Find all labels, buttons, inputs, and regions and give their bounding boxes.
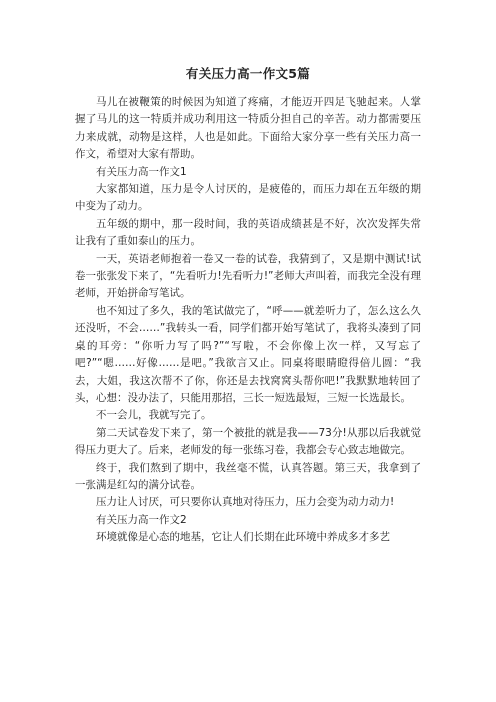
document-title: 有关压力高一作文5篇 — [185, 66, 311, 81]
paragraph-intro: 马儿在被鞭策的时候因为知道了疼痛，才能迈开四足飞驰起来。人掌握了马儿的这一特质并成功利用这一特质分担自己的辛苦。动力都需要压力来成就，动物是这样，人也是如此。下面给大家分享一些有关压力高一作文，希望对大家有帮助。 — [75, 96, 421, 161]
paragraph: 大家都知道，压力是令人讨厌的，是疲倦的，而压力却在五年级的期中变为了动力。 — [75, 183, 421, 213]
essay-2-heading: 有关压力高一作文2 — [96, 513, 187, 526]
paragraph: 环境就像是心态的地基，它让人们长期在此环境中养成多才多艺 — [96, 531, 390, 544]
paragraph: 压力让人讨厌，可只要你认真地对待压力，压力会变为动力动力! — [96, 496, 395, 509]
document-body — [75, 94, 421, 547]
paragraph: 不一会儿，我就写完了。 — [96, 409, 212, 422]
paragraph: 第二天试卷发下来了，第一个被批的就是我——73分!从那以后我就觉得压力更大了。后来，老师发的每一张练习卷，我都会专心致志地做完。 — [75, 426, 421, 457]
essay-1-heading: 有关压力高一作文1 — [96, 165, 187, 178]
paragraph: 也不知过了多久，我的笔试做完了，“呼——就差听力了，怎么这么久还没听，不会……”我转头一看，同学们都开始写笔试了，我将头凑到了同桌的耳旁：“你听力写了吗?”“写啦，不会你像上次一样，又写忘了吧?”“嗯……好像……是吧。”我欲言又止。同桌将眼睛瞪得倍儿圆：“我去，大姐，我这次帮不了你，你还是去找窝窝头帮你吧!”我默默地转回了头，心想：没办法了，只能用那招，三长一短选最短，三短一长选最长。 — [75, 304, 421, 404]
paragraph: 五年级的期中，那一段时间，我的英语成绩甚是不好，次次发挥失常让我有了重如泰山的压力。 — [75, 217, 421, 248]
paragraph: 一天，英语老师抱着一卷又一卷的试卷，我猜到了，又是期中测试!试卷一张张发下来了，“先看听力!先看听力!”老师大声叫着，而我完全没有理老师，开始拼命写笔试。 — [75, 252, 421, 300]
paragraph: 终于，我们熬到了期中，我丝毫不慌，认真答题。第三天，我拿到了一张满是红勾的满分试卷。 — [75, 461, 421, 491]
